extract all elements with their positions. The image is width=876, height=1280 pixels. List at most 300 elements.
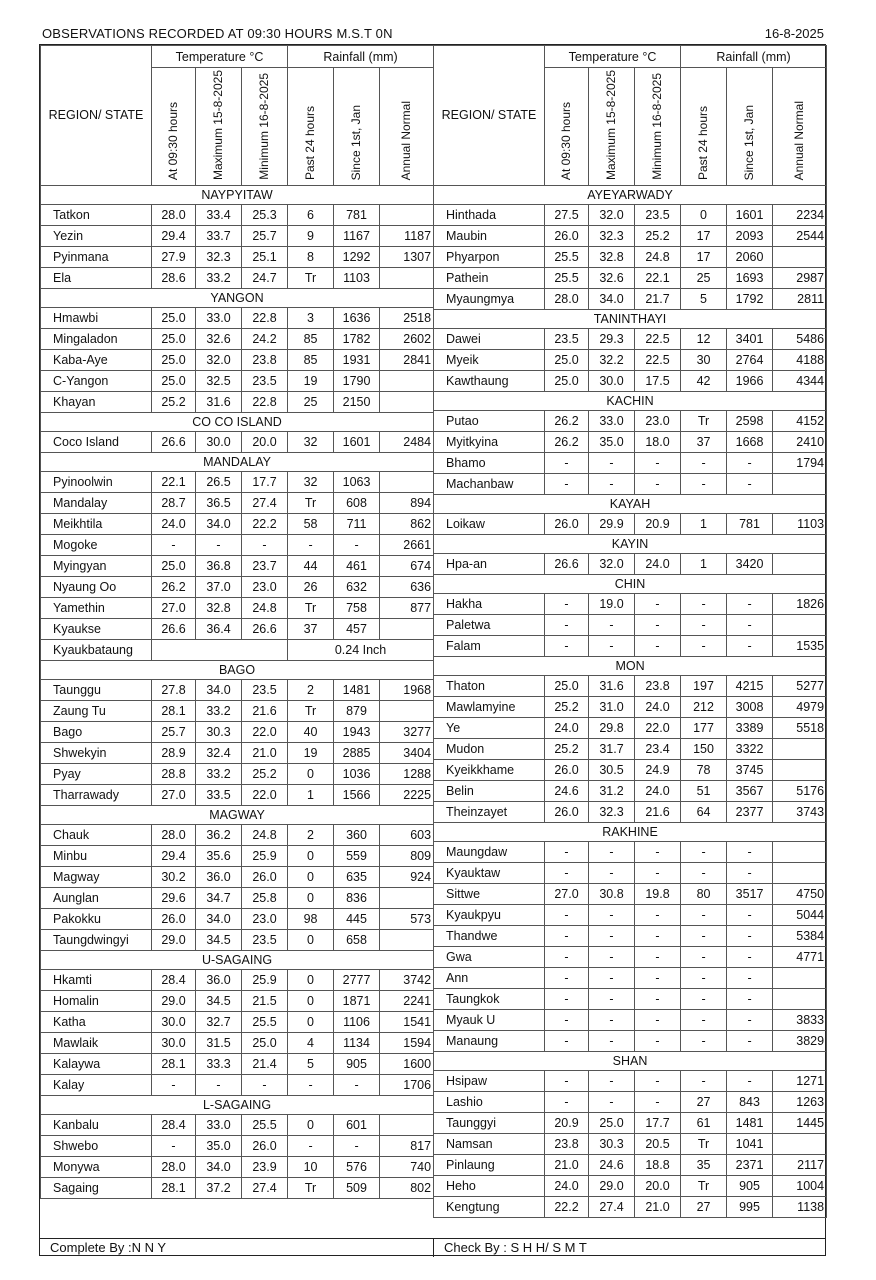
region-title: YANGON (41, 289, 434, 308)
rain-24h: Tr (288, 1178, 334, 1199)
rain-since-jan: 1790 (334, 371, 380, 392)
temp-min: 24.7 (242, 268, 288, 289)
report-title: OBSERVATIONS RECORDED AT 09:30 HOURS M.S.T 0N (42, 26, 393, 41)
temp-min: - (242, 535, 288, 556)
temp-max: 32.0 (196, 350, 242, 371)
station-row (41, 598, 434, 619)
temp-max: 36.2 (196, 825, 242, 846)
temp-0930: 26.0 (152, 909, 196, 930)
rain-since-jan: 1063 (334, 472, 380, 493)
station-row (434, 411, 827, 432)
temp-max: 32.3 (196, 247, 242, 268)
station-name: Hpa-an (434, 554, 545, 575)
station-name: Pyinmana (41, 247, 152, 268)
station-name: Kanbalu (41, 1115, 152, 1136)
station-name: Bago (41, 722, 152, 743)
temp-max: - (589, 947, 635, 968)
temp-max: 31.7 (589, 739, 635, 760)
footer-divider (433, 1239, 434, 1257)
station-row (434, 453, 827, 474)
completed-by: Complete By :N N Y (50, 1240, 167, 1255)
station-name: Chauk (41, 825, 152, 846)
rain-24h: Tr (681, 1134, 727, 1155)
temp-max: 36.0 (196, 970, 242, 991)
temp-max: 34.0 (196, 1157, 242, 1178)
rain-since-jan: 1481 (727, 1113, 773, 1134)
rain-24h: 32 (288, 432, 334, 453)
station-row (434, 884, 827, 905)
rain-annual-normal (773, 554, 827, 575)
left-table-panel (40, 45, 434, 1199)
station-row (41, 205, 434, 226)
station-row (41, 226, 434, 247)
temp-min: 22.2 (242, 514, 288, 535)
station-row (434, 842, 827, 863)
rain-24h: - (288, 535, 334, 556)
temp-min: 24.2 (242, 329, 288, 350)
temp-max: 32.7 (196, 1012, 242, 1033)
temp-0930: 25.0 (152, 308, 196, 329)
temp-max: - (589, 989, 635, 1010)
temp-max: 32.3 (589, 802, 635, 823)
temp-max: 34.0 (196, 514, 242, 535)
temp-max: 33.2 (196, 764, 242, 785)
temp-max: 31.0 (589, 697, 635, 718)
station-name: Hmawbi (41, 308, 152, 329)
temp-min: 17.5 (635, 371, 681, 392)
rain-since-jan: - (727, 905, 773, 926)
rain-since-jan: - (727, 989, 773, 1010)
temp-min: 23.5 (242, 930, 288, 951)
temp-max: 35.0 (196, 1136, 242, 1157)
temp-max: 27.4 (589, 1197, 635, 1218)
temp-0930: 25.0 (545, 350, 589, 371)
temp-min: 21.7 (635, 289, 681, 310)
station-name: Paletwa (434, 615, 545, 636)
rain-annual-normal: 1794 (773, 453, 827, 474)
rain-since-jan: 1134 (334, 1033, 380, 1054)
rain-annual-normal (380, 268, 434, 289)
rain-24h: 3 (288, 308, 334, 329)
temp-min: 25.3 (242, 205, 288, 226)
rain-annual-normal: 4188 (773, 350, 827, 371)
region-title: L-SAGAING (41, 1096, 434, 1115)
region-row (41, 453, 434, 472)
temp-max: 30.3 (589, 1134, 635, 1155)
temp-0930: 29.4 (152, 846, 196, 867)
rain-24h: - (681, 1031, 727, 1052)
maximum-header: Maximum 15-8-2025 (604, 70, 618, 181)
station-name: Mawlaik (41, 1033, 152, 1054)
temp-0930: 25.0 (152, 556, 196, 577)
temp-min: 22.1 (635, 268, 681, 289)
temp-min: - (635, 453, 681, 474)
rain-24h: - (681, 1010, 727, 1031)
temp-max: 31.6 (196, 392, 242, 413)
rain-since-jan: - (727, 947, 773, 968)
region-row (41, 413, 434, 432)
station-name: Heho (434, 1176, 545, 1197)
station-row (41, 1054, 434, 1075)
temp-min: 25.2 (635, 226, 681, 247)
station-row (434, 1092, 827, 1113)
rain-annual-normal: 3743 (773, 802, 827, 823)
station-row (41, 308, 434, 329)
temp-max: 25.0 (589, 1113, 635, 1134)
rain-annual-normal: 573 (380, 909, 434, 930)
annual-normal-header: Annual Normal (399, 100, 414, 181)
temp-max: 26.5 (196, 472, 242, 493)
rain-since-jan: 2764 (727, 350, 773, 371)
minimum-header-cell (242, 68, 288, 186)
station-row (41, 350, 434, 371)
rain-24h: Tr (681, 411, 727, 432)
rain-annual-normal: 2987 (773, 268, 827, 289)
rain-24h: 25 (681, 268, 727, 289)
rain-24h: Tr (288, 268, 334, 289)
temp-min: 17.7 (635, 1113, 681, 1134)
temp-0930: 27.8 (152, 680, 196, 701)
temp-max: 29.0 (589, 1176, 635, 1197)
station-row (434, 947, 827, 968)
rain-24h: 5 (681, 289, 727, 310)
station-row (41, 247, 434, 268)
station-name: Bhamo (434, 453, 545, 474)
minimum-header: Minimum 16-8-2025 (257, 73, 272, 181)
right-table-panel (433, 45, 826, 1218)
rain-since-jan: 632 (334, 577, 380, 598)
temp-0930: 25.0 (152, 350, 196, 371)
rain-since-jan: 635 (334, 867, 380, 888)
temp-min: 25.9 (242, 970, 288, 991)
rain-24h: 177 (681, 718, 727, 739)
temp-0930: 28.1 (152, 1054, 196, 1075)
rain-24h: 19 (288, 371, 334, 392)
temp-0930: - (545, 474, 589, 495)
rainfall-group-header: Rainfall (mm) (681, 46, 827, 68)
station-row (434, 1197, 827, 1218)
rain-since-jan: - (334, 535, 380, 556)
rain-annual-normal: 4750 (773, 884, 827, 905)
station-name: Mingaladon (41, 329, 152, 350)
region-row (41, 1096, 434, 1115)
temp-max: 32.2 (589, 350, 635, 371)
temp-0930: - (545, 636, 589, 657)
rain-24h: 85 (288, 329, 334, 350)
rain-24h: 32 (288, 472, 334, 493)
temp-0930: - (545, 594, 589, 615)
temp-min: - (635, 1031, 681, 1052)
temp-0930: 25.5 (545, 268, 589, 289)
temp-0930: 27.9 (152, 247, 196, 268)
rain-24h: 40 (288, 722, 334, 743)
temp-min: 24.8 (635, 247, 681, 268)
temp-max: 32.8 (589, 247, 635, 268)
rain-24h: Tr (288, 493, 334, 514)
temp-max: 32.5 (196, 371, 242, 392)
station-row (41, 493, 434, 514)
temp-max: - (589, 926, 635, 947)
region-row (41, 806, 434, 825)
temp-min: 23.5 (242, 371, 288, 392)
rain-since-jan: - (727, 863, 773, 884)
observations-sheet (39, 44, 826, 1256)
rain-since-jan: 576 (334, 1157, 380, 1178)
rain-since-jan: 1943 (334, 722, 380, 743)
rain-24h: 1 (681, 554, 727, 575)
right-observations-table (433, 45, 827, 1218)
station-name: Kengtung (434, 1197, 545, 1218)
rain-annual-normal: 5518 (773, 718, 827, 739)
rain-24h: 8 (288, 247, 334, 268)
station-row (41, 392, 434, 413)
rain-annual-normal: 740 (380, 1157, 434, 1178)
rain-annual-normal (773, 842, 827, 863)
rain-annual-normal: 1826 (773, 594, 827, 615)
temp-min: 27.4 (242, 1178, 288, 1199)
station-name: Myeik (434, 350, 545, 371)
rain-24h: 0 (681, 205, 727, 226)
rain-since-jan: 1693 (727, 268, 773, 289)
station-name: Kyaukbataung (41, 640, 152, 661)
station-row (434, 697, 827, 718)
rain-annual-normal: 809 (380, 846, 434, 867)
temp-min: - (635, 1010, 681, 1031)
rain-annual-normal: 1541 (380, 1012, 434, 1033)
station-name: Sagaing (41, 1178, 152, 1199)
sheet-footer (40, 1238, 825, 1257)
station-name: Myauk U (434, 1010, 545, 1031)
station-row (41, 472, 434, 493)
rain-annual-normal: 4152 (773, 411, 827, 432)
temp-max: - (589, 636, 635, 657)
temp-0930: 27.0 (152, 785, 196, 806)
station-name: Nyaung Oo (41, 577, 152, 598)
station-name: Myaungmya (434, 289, 545, 310)
temp-0930: - (152, 535, 196, 556)
station-name: Hinthada (434, 205, 545, 226)
rain-24h: 37 (681, 432, 727, 453)
temp-min: 23.9 (242, 1157, 288, 1178)
station-name: Minbu (41, 846, 152, 867)
region-header-label: REGION/ STATE (441, 108, 537, 123)
station-row (41, 867, 434, 888)
rain-annual-normal: 2234 (773, 205, 827, 226)
station-name: Kyaukse (41, 619, 152, 640)
temp-max: - (589, 1092, 635, 1113)
rain-24h: - (681, 926, 727, 947)
rain-24h: 0 (288, 867, 334, 888)
maximum-header: Maximum 15-8-2025 (211, 70, 225, 181)
rain-24h: 17 (681, 247, 727, 268)
station-row (434, 905, 827, 926)
rain-24h: 12 (681, 329, 727, 350)
rain-since-jan: 1481 (334, 680, 380, 701)
rain-24h: 1 (288, 785, 334, 806)
station-row (41, 825, 434, 846)
rain-since-jan: 3745 (727, 760, 773, 781)
station-row (434, 350, 827, 371)
at-0930-header-cell (152, 68, 196, 186)
temp-min: 25.5 (242, 1115, 288, 1136)
temp-min: 23.5 (242, 680, 288, 701)
station-name: Thaton (434, 676, 545, 697)
rain-24h: 0 (288, 846, 334, 867)
temp-0930: 28.6 (152, 268, 196, 289)
station-row (434, 636, 827, 657)
station-name: Taungkok (434, 989, 545, 1010)
temp-0930: 26.2 (545, 432, 589, 453)
station-name: Kawthaung (434, 371, 545, 392)
station-row (434, 863, 827, 884)
station-row (41, 432, 434, 453)
rain-24h: 17 (681, 226, 727, 247)
rain-since-jan: 1167 (334, 226, 380, 247)
temp-0930: 25.7 (152, 722, 196, 743)
rain-since-jan: 995 (727, 1197, 773, 1218)
temp-min: - (635, 636, 681, 657)
since-jan-header: Since 1st, Jan (349, 104, 364, 181)
rain-24h: 98 (288, 909, 334, 930)
temp-min: - (635, 474, 681, 495)
rain-annual-normal: 2544 (773, 226, 827, 247)
station-row (434, 615, 827, 636)
temp-0930: 29.0 (152, 930, 196, 951)
rain-since-jan: - (727, 615, 773, 636)
station-name: Myingyan (41, 556, 152, 577)
rain-24h: 2 (288, 680, 334, 701)
temp-0930: - (545, 1092, 589, 1113)
rain-since-jan: - (727, 1071, 773, 1092)
station-name: Putao (434, 411, 545, 432)
rain-annual-normal (380, 930, 434, 951)
rain-since-jan: 3322 (727, 739, 773, 760)
temp-0930: - (545, 926, 589, 947)
temp-min: - (635, 968, 681, 989)
station-row (434, 1071, 827, 1092)
rain-annual-normal: 1138 (773, 1197, 827, 1218)
temp-0930: 28.0 (545, 289, 589, 310)
station-name: Pinlaung (434, 1155, 545, 1176)
temp-min: 22.8 (242, 392, 288, 413)
station-name: Namsan (434, 1134, 545, 1155)
station-row (41, 701, 434, 722)
report-header (40, 26, 826, 42)
temp-max: 31.2 (589, 781, 635, 802)
temp-min: 24.8 (242, 598, 288, 619)
rain-annual-normal (380, 371, 434, 392)
rain-annual-normal: 1004 (773, 1176, 827, 1197)
temp-0930: 25.5 (545, 247, 589, 268)
annual-normal-header: Annual Normal (792, 100, 807, 181)
temp-0930: 29.0 (152, 991, 196, 1012)
rain-since-jan: 2885 (334, 743, 380, 764)
station-name: Ye (434, 718, 545, 739)
rain-since-jan: 608 (334, 493, 380, 514)
rain-annual-normal: 1288 (380, 764, 434, 785)
station-name: Taungdwingyi (41, 930, 152, 951)
station-row (41, 1178, 434, 1199)
region-title: KAYIN (434, 535, 827, 554)
rain-since-jan: 2060 (727, 247, 773, 268)
rain-24h: 4 (288, 1033, 334, 1054)
temp-0930: 25.2 (152, 392, 196, 413)
temp-0930: - (545, 968, 589, 989)
minimum-header-cell (635, 68, 681, 186)
region-title: NAYPYITAW (41, 186, 434, 205)
temp-min: 23.0 (635, 411, 681, 432)
temp-min: 27.4 (242, 493, 288, 514)
station-name: Katha (41, 1012, 152, 1033)
rain-since-jan: - (727, 1031, 773, 1052)
rain-24h: - (681, 636, 727, 657)
rain-since-jan: - (727, 968, 773, 989)
station-row (434, 802, 827, 823)
region-title: TANINTHAYI (434, 310, 827, 329)
temp-max: 29.9 (589, 514, 635, 535)
temp-min: 21.6 (635, 802, 681, 823)
rain-annual-normal: 877 (380, 598, 434, 619)
rain-annual-normal (773, 760, 827, 781)
rain-24h: - (681, 842, 727, 863)
rain-24h: 0 (288, 991, 334, 1012)
temp-min: 23.8 (242, 350, 288, 371)
rain-since-jan: 905 (727, 1176, 773, 1197)
rain-annual-normal: 5176 (773, 781, 827, 802)
temp-min: - (635, 989, 681, 1010)
station-name: Maubin (434, 226, 545, 247)
temp-max: 33.4 (196, 205, 242, 226)
rain-annual-normal (773, 863, 827, 884)
rain-since-jan: - (727, 926, 773, 947)
temp-min: 22.5 (635, 329, 681, 350)
temp-max: 33.7 (196, 226, 242, 247)
temp-max: 33.5 (196, 785, 242, 806)
temp-min: 20.0 (635, 1176, 681, 1197)
region-row (434, 535, 827, 554)
temp-0930: - (545, 615, 589, 636)
station-name: Thandwe (434, 926, 545, 947)
temp-min: 26.0 (242, 1136, 288, 1157)
region-row (434, 186, 827, 205)
station-name: Ann (434, 968, 545, 989)
temp-min: 24.8 (242, 825, 288, 846)
station-row (434, 760, 827, 781)
temp-0930: - (152, 1075, 196, 1096)
temp-min: 25.9 (242, 846, 288, 867)
temp-0930: 28.0 (152, 205, 196, 226)
temp-0930: 27.5 (545, 205, 589, 226)
temp-max: 34.0 (589, 289, 635, 310)
temp-min: 20.9 (635, 514, 681, 535)
rain-annual-normal: 2518 (380, 308, 434, 329)
station-name: Yamethin (41, 598, 152, 619)
station-row (434, 205, 827, 226)
temp-0930: - (545, 1010, 589, 1031)
rain-annual-normal (773, 474, 827, 495)
rain-24h: 37 (288, 619, 334, 640)
station-row (41, 743, 434, 764)
past-24-hours-header-cell (681, 68, 727, 186)
rain-24h: - (681, 989, 727, 1010)
rain-since-jan: - (727, 842, 773, 863)
temp-max: 37.2 (196, 1178, 242, 1199)
station-row (434, 926, 827, 947)
temp-0930: 26.0 (545, 802, 589, 823)
rain-since-jan: 711 (334, 514, 380, 535)
header-group-row (434, 46, 827, 68)
rain-since-jan: - (334, 1136, 380, 1157)
